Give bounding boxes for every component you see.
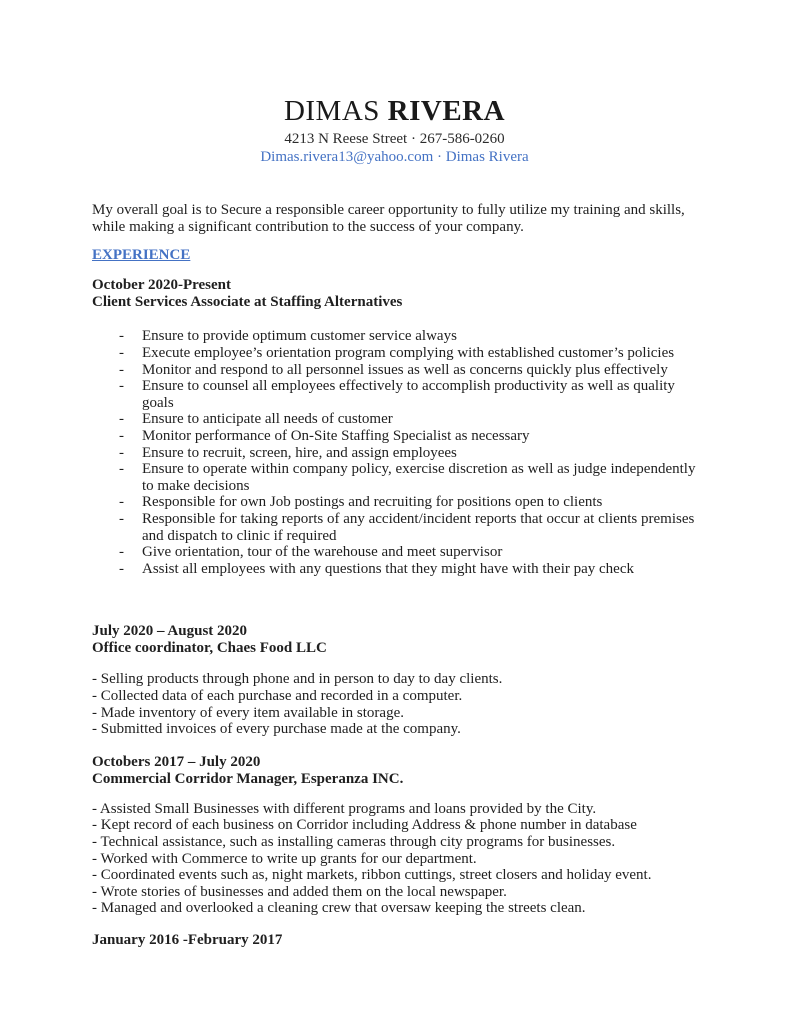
job-dates: January 2016 -February 2017 (92, 931, 283, 948)
bullet-item: - Monitor performance of On-Site Staffing Specialist as necessary (92, 428, 697, 445)
bullet-item: - Ensure to anticipate all needs of customer (92, 411, 697, 428)
job-bullet-list (92, 328, 697, 577)
name-heading (92, 96, 697, 126)
separator-dot: · (437, 149, 443, 166)
job-section-chaes-food (92, 623, 697, 737)
bullet-item: - Responsible for taking reports of any accident/incident reports that occur at clients premises and dispatch to clinic if required (92, 511, 697, 544)
job-section-2016 (92, 932, 697, 949)
resume-header (92, 96, 697, 166)
bullet-item: - Managed and overlooked a cleaning crew that oversaw keeping the streets clean. (92, 900, 697, 917)
job-dates: July 2020 – August 2020 (92, 623, 248, 640)
bullet-item: - Ensure to operate within company policy, exercise discretion as well as judge independently to make decisions (92, 461, 697, 494)
bullet-item: - Ensure to counsel all employees effectively to accomplish productivity as well as quality goals (92, 378, 697, 411)
job-section-esperanza (92, 754, 697, 917)
bullet-item: - Worked with Commerce to write up grants for our department. (92, 851, 697, 868)
job-title: Commercial Corridor Manager, Esperanza INC. (92, 770, 404, 787)
bullet-item: - Made inventory of every item available in storage. (92, 705, 697, 722)
contact-line: 4213 N Reese Street · 267-586-0260 (284, 131, 505, 148)
bullet-item: - Coordinated events such as, night markets, ribbon cuttings, street closers and holiday event. (92, 867, 697, 884)
job-title: Office coordinator, Chaes Food LLC (92, 640, 327, 657)
bullet-item: - Submitted invoices of every purchase made at the company. (92, 721, 697, 738)
job-dates: Octobers 2017 – July 2020 (92, 753, 261, 770)
bullet-item: - Collected data of each purchase and recorded in a computer. (92, 688, 697, 705)
job-dates: October 2020-Present (92, 277, 231, 294)
bullet-item: - Wrote stories of businesses and added them on the local newspaper. (92, 884, 697, 901)
objective-text: My overall goal is to Secure a responsible career opportunity to fully utilize my training and skills, while making a significant contribution to the success of your company. (92, 202, 685, 236)
bullet-item: - Selling products through phone and in person to day to day clients. (92, 671, 697, 688)
last-name: RIVERA (387, 95, 506, 127)
job-title: Client Services Associate at Staffing Alternatives (92, 294, 403, 311)
bullet-item: - Responsible for own Job postings and recruiting for positions open to clients (92, 494, 697, 511)
profile-link[interactable]: Dimas Rivera (445, 149, 529, 166)
bullet-item: - Ensure to recruit, screen, hire, and assign employees (92, 445, 697, 462)
job-bullet-list (92, 801, 697, 917)
experience-heading-link[interactable]: EXPERIENCE (92, 247, 191, 264)
experience-heading (92, 247, 697, 264)
bullet-item: - Execute employee’s orientation program complying with established customer’s policies (92, 345, 697, 362)
bullet-item: - Ensure to provide optimum customer service always (92, 328, 697, 345)
bullet-item: - Technical assistance, such as installing cameras through city programs for businesses. (92, 834, 697, 851)
bullet-item: - Kept record of each business on Corridor including Address & phone number in database (92, 817, 697, 834)
bullet-item: - Monitor and respond to all personnel issues as well as concerns quickly plus effectively (92, 362, 697, 379)
bullet-item: - Give orientation, tour of the warehouse and meet supervisor (92, 544, 697, 561)
bullet-item: - Assist all employees with any questions that they might have with their pay check (92, 561, 697, 578)
email-link[interactable]: Dimas.rivera13@yahoo.com (260, 149, 434, 166)
links-line (92, 149, 697, 166)
bullet-item: - Assisted Small Businesses with different programs and loans provided by the City. (92, 801, 697, 818)
first-name: DIMAS (283, 95, 380, 127)
job-section-staffing-alternatives (92, 277, 697, 577)
job-bullet-list (92, 671, 697, 737)
